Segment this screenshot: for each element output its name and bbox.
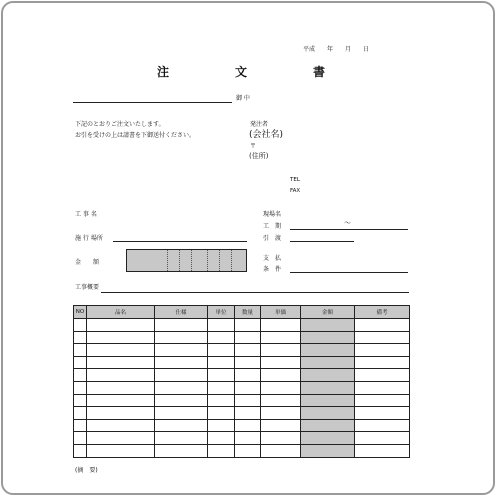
period-separator: ～ (344, 219, 351, 227)
table-cell[interactable] (235, 319, 261, 332)
table-cell[interactable] (235, 356, 261, 369)
table-cell[interactable] (261, 444, 301, 457)
table-cell[interactable] (74, 319, 87, 332)
header-unit-price: 単価 (261, 306, 301, 319)
table-row (74, 356, 410, 369)
orderer-tel: TEL (290, 177, 300, 183)
table-cell[interactable] (155, 419, 208, 432)
table-cell[interactable] (355, 344, 410, 357)
table-cell[interactable] (261, 344, 301, 357)
site-name-label: 現場名 (263, 211, 282, 218)
table-cell[interactable] (87, 407, 155, 420)
notes-label: (摘 要) (75, 467, 98, 474)
table-cell[interactable] (74, 394, 87, 407)
table-cell[interactable] (261, 356, 301, 369)
table-cell[interactable] (235, 407, 261, 420)
table-cell[interactable] (155, 344, 208, 357)
table-cell[interactable] (301, 369, 355, 382)
table-cell[interactable] (87, 432, 155, 445)
table-cell[interactable] (355, 331, 410, 344)
table-cell[interactable] (87, 356, 155, 369)
header-item-name: 品名 (87, 306, 155, 319)
table-cell[interactable] (155, 394, 208, 407)
table-cell[interactable] (301, 419, 355, 432)
table-cell[interactable] (155, 444, 208, 457)
delivery-line (290, 241, 354, 242)
table-cell[interactable] (74, 331, 87, 344)
table-cell[interactable] (208, 419, 235, 432)
table-cell[interactable] (74, 444, 87, 457)
header-remarks: 備考 (355, 306, 410, 319)
title-char-2: 文 (235, 65, 248, 79)
table-row (74, 419, 410, 432)
table-header-row (74, 306, 410, 319)
table-cell[interactable] (74, 369, 87, 382)
orderer-fax: FAX (290, 188, 301, 194)
table-cell[interactable] (261, 419, 301, 432)
table-cell[interactable] (87, 344, 155, 357)
recipient-line (73, 102, 232, 103)
table-cell[interactable] (208, 369, 235, 382)
orderer-address: (住所) (249, 152, 269, 160)
header-spec: 仕様 (155, 306, 208, 319)
recipient-suffix: 御 中 (236, 95, 250, 102)
table-cell[interactable] (155, 356, 208, 369)
table-cell[interactable] (235, 394, 261, 407)
table-cell[interactable] (355, 394, 410, 407)
table-cell[interactable] (301, 331, 355, 344)
table-cell[interactable] (301, 444, 355, 457)
table-cell[interactable] (74, 407, 87, 420)
header-quantity: 数量 (235, 306, 261, 319)
items-table (73, 305, 410, 458)
table-row (74, 444, 410, 457)
table-cell[interactable] (355, 369, 410, 382)
header-no: NO (74, 306, 87, 319)
table-cell[interactable] (208, 444, 235, 457)
table-cell[interactable] (355, 319, 410, 332)
table-cell[interactable] (235, 369, 261, 382)
work-name-label: 工 事 名 (75, 211, 97, 218)
table-cell[interactable] (261, 381, 301, 394)
table-cell[interactable] (87, 394, 155, 407)
table-cell[interactable] (155, 381, 208, 394)
table-cell[interactable] (155, 369, 208, 382)
orderer-postal: 〒 (250, 143, 257, 150)
table-cell[interactable] (87, 419, 155, 432)
table-cell[interactable] (74, 419, 87, 432)
table-cell[interactable] (208, 394, 235, 407)
table-cell[interactable] (208, 344, 235, 357)
title-char-3: 書 (313, 65, 326, 79)
table-row (74, 331, 410, 344)
table-cell[interactable] (261, 394, 301, 407)
table-cell[interactable] (235, 331, 261, 344)
table-cell[interactable] (74, 381, 87, 394)
orderer-label: 発注者 (250, 121, 269, 128)
table-cell[interactable] (208, 381, 235, 394)
table-cell[interactable] (235, 344, 261, 357)
table-cell[interactable] (74, 432, 87, 445)
table-cell[interactable] (87, 369, 155, 382)
table-cell[interactable] (155, 331, 208, 344)
table-cell[interactable] (301, 407, 355, 420)
table-cell[interactable] (235, 381, 261, 394)
table-cell[interactable] (301, 432, 355, 445)
table-cell[interactable] (355, 381, 410, 394)
table-cell[interactable] (235, 444, 261, 457)
header-unit: 単位 (208, 306, 235, 319)
table-cell[interactable] (261, 331, 301, 344)
table-cell[interactable] (87, 319, 155, 332)
site-location-line (113, 241, 247, 242)
payment-label-2: 条 件 (263, 266, 282, 273)
table-cell[interactable] (301, 394, 355, 407)
table-cell[interactable] (301, 319, 355, 332)
table-cell[interactable] (87, 381, 155, 394)
table-cell[interactable] (155, 319, 208, 332)
table-cell[interactable] (301, 344, 355, 357)
table-cell[interactable] (301, 381, 355, 394)
work-summary-line (101, 292, 409, 293)
work-summary-label: 工事概要 (75, 284, 100, 291)
table-row (74, 407, 410, 420)
table-row (74, 344, 410, 357)
table-cell[interactable] (355, 432, 410, 445)
table-row (74, 369, 410, 382)
delivery-label: 引 渡 (263, 235, 282, 242)
intro-line-1: 下記のとおりご注文いたします。 (75, 121, 165, 128)
period-label: 工 期 (263, 223, 282, 230)
table-cell[interactable] (87, 444, 155, 457)
table-cell[interactable] (74, 356, 87, 369)
table-cell[interactable] (261, 407, 301, 420)
table-cell[interactable] (208, 331, 235, 344)
table-row (74, 381, 410, 394)
table-row (74, 394, 410, 407)
table-cell[interactable] (235, 419, 261, 432)
table-cell[interactable] (208, 432, 235, 445)
table-cell[interactable] (261, 432, 301, 445)
table-cell[interactable] (301, 356, 355, 369)
table-cell[interactable] (74, 344, 87, 357)
orderer-company: (会社名) (249, 130, 284, 140)
title-char-1: 注 (157, 65, 170, 79)
table-cell[interactable] (208, 319, 235, 332)
period-line (290, 229, 408, 230)
table-cell[interactable] (155, 407, 208, 420)
date-line: 平成 年 月 日 (303, 46, 370, 53)
table-cell[interactable] (208, 356, 235, 369)
table-cell[interactable] (355, 444, 410, 457)
amount-label: 金 額 (75, 259, 100, 266)
table-cell[interactable] (261, 369, 301, 382)
table-cell[interactable] (87, 331, 155, 344)
table-cell[interactable] (355, 356, 410, 369)
table-cell[interactable] (208, 407, 235, 420)
header-amount: 金額 (301, 306, 355, 319)
payment-line (290, 272, 408, 273)
table-row (74, 319, 410, 332)
site-location-label: 施 行 場所 (75, 235, 103, 242)
table-cell[interactable] (355, 407, 410, 420)
payment-label-1: 支 払 (263, 255, 282, 262)
intro-line-2: お引を受けの上は請書を下御送付ください。 (75, 132, 196, 139)
items-body (74, 319, 410, 458)
table-cell[interactable] (155, 432, 208, 445)
table-cell[interactable] (261, 319, 301, 332)
amount-box (126, 249, 247, 272)
table-cell[interactable] (235, 432, 261, 445)
table-cell[interactable] (355, 419, 410, 432)
table-row (74, 432, 410, 445)
